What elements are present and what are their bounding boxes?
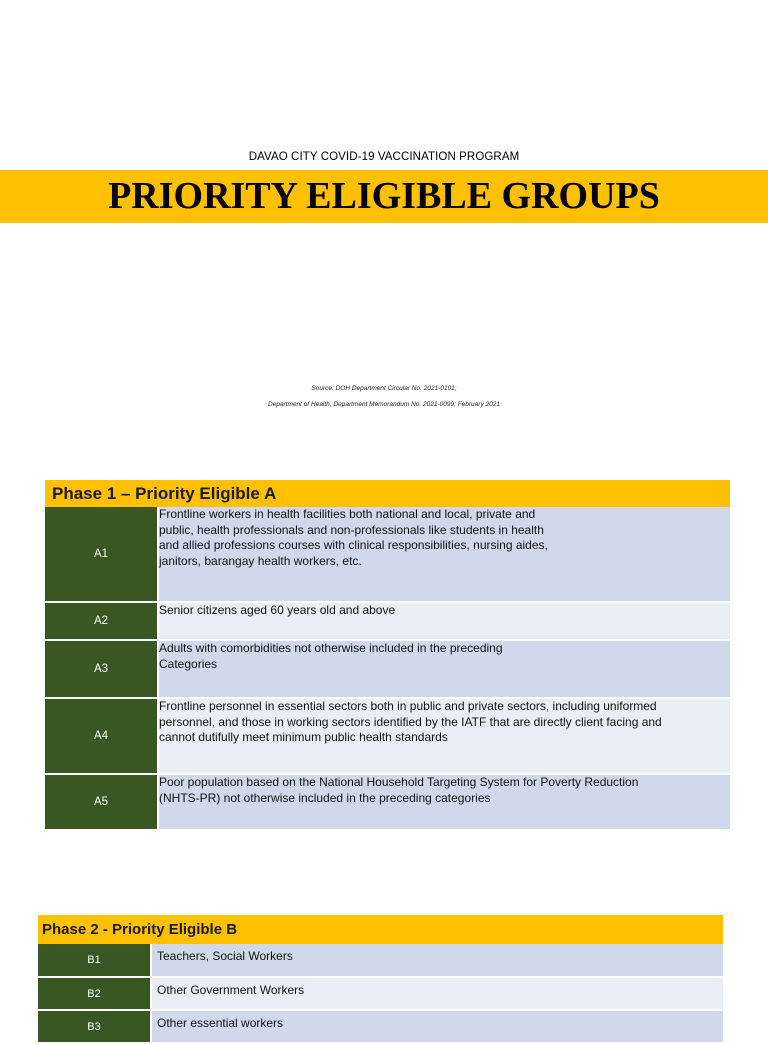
- description-line: Categories: [159, 656, 218, 671]
- source-line-2: Department of Health, Department Memorandum No. 2021-0099; February 2021: [268, 401, 500, 408]
- description-line: cannot dutifully meet minimum public health standards: [159, 730, 448, 744]
- description-line: Frontline personnel in essential sectors both in public and private sectors, including uniformed: [159, 699, 657, 713]
- page-title: PRIORITY ELIGIBLE GROUPS: [108, 175, 660, 217]
- description-line: Poor population based on the National Household Targeting System for Poverty Reduction: [159, 775, 639, 789]
- table-row: [38, 944, 723, 977]
- description-line: janitors, barangay health workers, etc.: [159, 553, 362, 568]
- group-code: A1: [45, 507, 158, 602]
- group-code: A2: [45, 602, 158, 640]
- group-code: A5: [45, 774, 158, 830]
- group-code: A4: [45, 698, 158, 774]
- description-line: and allied professions courses with clinical responsibilities, nursing aides,: [159, 538, 548, 552]
- group-description: [158, 774, 730, 830]
- description-line: Other Government Workers: [157, 983, 305, 997]
- group-code: B2: [38, 977, 151, 1010]
- phase1-header: Phase 1 – Priority Eligible A: [45, 480, 730, 507]
- description-line: public, health professionals and non-professionals like students in health: [159, 522, 544, 537]
- description-line: (NHTS-PR) not otherwise included in the preceding categories: [159, 790, 491, 805]
- phase2-header: Phase 2 - Priority Eligible B: [38, 915, 723, 944]
- table-row: [45, 507, 730, 602]
- group-description: [151, 1010, 723, 1043]
- description-line: Adults with comorbidities not otherwise included in the preceding: [159, 641, 503, 655]
- group-description: [158, 507, 730, 602]
- table-row: [45, 774, 730, 830]
- group-description: [151, 977, 723, 1010]
- description-line: Senior citizens aged 60 years old and above: [159, 603, 396, 617]
- source-line-1: Source: DOH Department Circular No. 2021-0101;: [311, 385, 457, 392]
- table-row: [45, 698, 730, 774]
- program-subtitle: DAVAO CITY COVID-19 VACCINATION PROGRAM: [248, 151, 520, 163]
- group-code: A3: [45, 640, 158, 698]
- table-row: [38, 977, 723, 1010]
- table-row: [45, 602, 730, 640]
- phase2-table: [38, 944, 723, 1044]
- description-line: Other essential workers: [157, 1016, 284, 1030]
- group-description: [158, 640, 730, 698]
- table-row: [38, 1010, 723, 1043]
- group-code: B3: [38, 1010, 151, 1043]
- group-description: [158, 698, 730, 774]
- title-banner: [0, 170, 768, 223]
- description-line: Teachers, Social Workers: [157, 949, 293, 963]
- description-line: Frontline workers in health facilities both national and local, private and: [159, 507, 536, 521]
- description-line: personnel, and those in working sectors identified by the IATF that are directly client facing and: [159, 714, 662, 729]
- phase1-table: [45, 507, 730, 831]
- group-description: [158, 602, 730, 640]
- group-description: [151, 944, 723, 977]
- group-code: B1: [38, 944, 151, 977]
- table-row: [45, 640, 730, 698]
